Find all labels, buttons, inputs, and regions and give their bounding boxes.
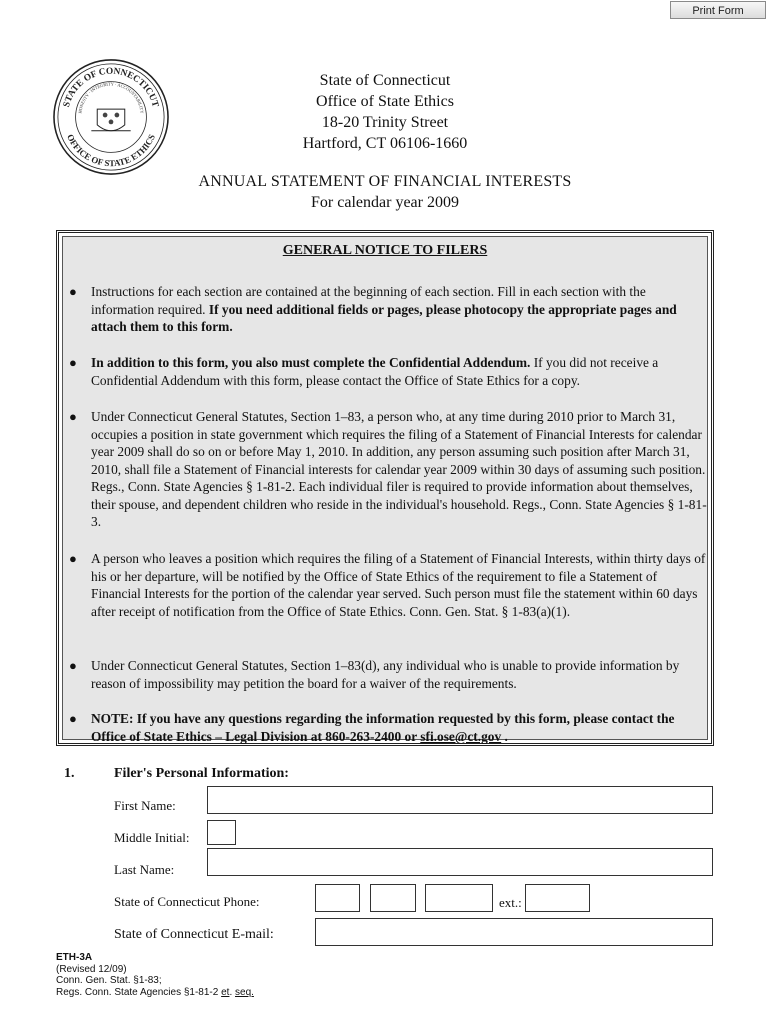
- bullet-6-bold: NOTE: If you have any questions regarding the information requested by this form, please contact the Office of State Ethics – Legal Division at 860-263-2400 or: [91, 711, 675, 744]
- phone-ext-field[interactable]: [525, 884, 590, 912]
- header-line-city: Hartford, CT 06106-1660: [302, 135, 468, 152]
- regs-seq: seq.: [235, 986, 254, 998]
- bullet-5-text: Under Connecticut General Statutes, Section 1–83(d), any individual who is unable to provide information by reason of impossibility may petition the board for a waiver of the requirements.: [91, 658, 680, 691]
- form-revised: (Revised 12/09): [56, 963, 127, 975]
- first-name-label: First Name:: [114, 798, 176, 813]
- phone-label: State of Connecticut Phone:: [114, 894, 260, 909]
- bullet-icon: ●: [69, 409, 77, 424]
- form-subtitle: For calendar year 2009: [311, 194, 459, 211]
- form-statute: Conn. Gen. Stat. §1-83;: [56, 975, 162, 986]
- header-line-office: Office of State Ethics: [316, 93, 454, 110]
- regs-dot: .: [229, 986, 236, 998]
- form-title: ANNUAL STATEMENT OF FINANCIAL INTERESTS: [198, 173, 572, 190]
- bullet-icon: ●: [69, 284, 77, 299]
- header-line-street: 18-20 Trinity Street: [321, 114, 449, 131]
- notice-heading: GENERAL NOTICE TO FILERS: [282, 243, 488, 258]
- middle-initial-label: Middle Initial:: [114, 830, 190, 845]
- form-code: ETH-3A: [56, 952, 93, 963]
- last-name-label: Last Name:: [114, 862, 175, 877]
- bullet-icon: ●: [69, 711, 77, 726]
- form-footer: [56, 952, 254, 998]
- bullet-3-text: Under Connecticut General Statutes, Section 1–83, a person who, at any time during 2010 prior to March 31, occupies a position in state government which requires the filing of a Statement of Financial Interests for calendar year 2009 shall do so on or before May 1, 2010. In addition, any person assuming such position after March 31, 2010, shall file a Statement of Financial interests for calendar year 2009 within 30 days of assuming such position. Regs., Conn. State Agencies § 1-81-2. Each individual filer is required to provide information about themselves, their spouse, and dependent children who reside in the individual's household. Regs., Conn. State Agencies § 1-81-3.: [91, 409, 707, 529]
- bullet-6-end: .: [501, 728, 508, 744]
- svg-text:STATE OF CONNECTICUT: STATE OF CONNECTICUT: [61, 66, 161, 109]
- header-line-state: State of Connecticut: [319, 72, 451, 89]
- svg-text:OFFICE OF STATE ETHICS: OFFICE OF STATE ETHICS: [65, 132, 157, 169]
- form-regulations: [56, 987, 254, 999]
- general-notice-background: [62, 236, 708, 744]
- phone-area-code-field[interactable]: [315, 884, 360, 912]
- email-label: State of Connecticut E-mail:: [114, 927, 274, 942]
- bullet-2-text: If you did not receive a Confidential Addendum with this form, please contact the Office of State Ethics for a copy.: [91, 355, 659, 388]
- regs-text: Regs. Conn. State Agencies §1-81-2: [56, 986, 222, 998]
- first-name-field[interactable]: [207, 786, 713, 814]
- ethics-email-link[interactable]: sfi.ose@ct.gov: [420, 728, 502, 744]
- general-notice-panel: [56, 230, 714, 746]
- middle-initial-field[interactable]: [207, 820, 236, 845]
- bullet-2-bold: In addition to this form, you also must complete the Confidential Addendum.: [91, 355, 531, 370]
- state-seal-icon: [52, 58, 170, 176]
- bullet-1-text: Instructions for each section are contained at the beginning of each section. Fill in each section with the information required.: [91, 284, 646, 317]
- phone-prefix-field[interactable]: [370, 884, 416, 912]
- bullet-icon: ●: [69, 355, 77, 370]
- bullet-icon: ●: [69, 551, 77, 566]
- phone-line-field[interactable]: [425, 884, 493, 912]
- bullet-4-text: A person who leaves a position which requires the filing of a Statement of Financial Interests, within thirty days of his or her departure, will be notified by the Office of State Ethics of the requirement to file a Statement of Financial Interests for the portion of the calendar year served. Such person must file the statement within 60 days after receipt of notification from the Office of State Ethics. Conn. Gen. Stat. § 1-83(a)(1).: [91, 551, 706, 619]
- svg-text:HONESTY · INTEGRITY · ACCOUNTA: HONESTY · INTEGRITY · ACCOUNTABILITY: [77, 81, 145, 114]
- agency-address: [280, 70, 490, 154]
- regs-et: et: [221, 986, 230, 998]
- email-field[interactable]: [315, 918, 713, 946]
- print-form-button[interactable]: Print Form: [670, 1, 766, 19]
- last-name-field[interactable]: [207, 848, 713, 876]
- section-number: 1.: [64, 766, 75, 781]
- section-title: Filer's Personal Information:: [114, 766, 289, 781]
- bullet-icon: ●: [69, 658, 77, 673]
- phone-ext-label: ext.:: [499, 895, 522, 910]
- bullet-1-bold: If you need additional fields or pages, please photocopy the appropriate pages and attach them to this form.: [91, 301, 677, 334]
